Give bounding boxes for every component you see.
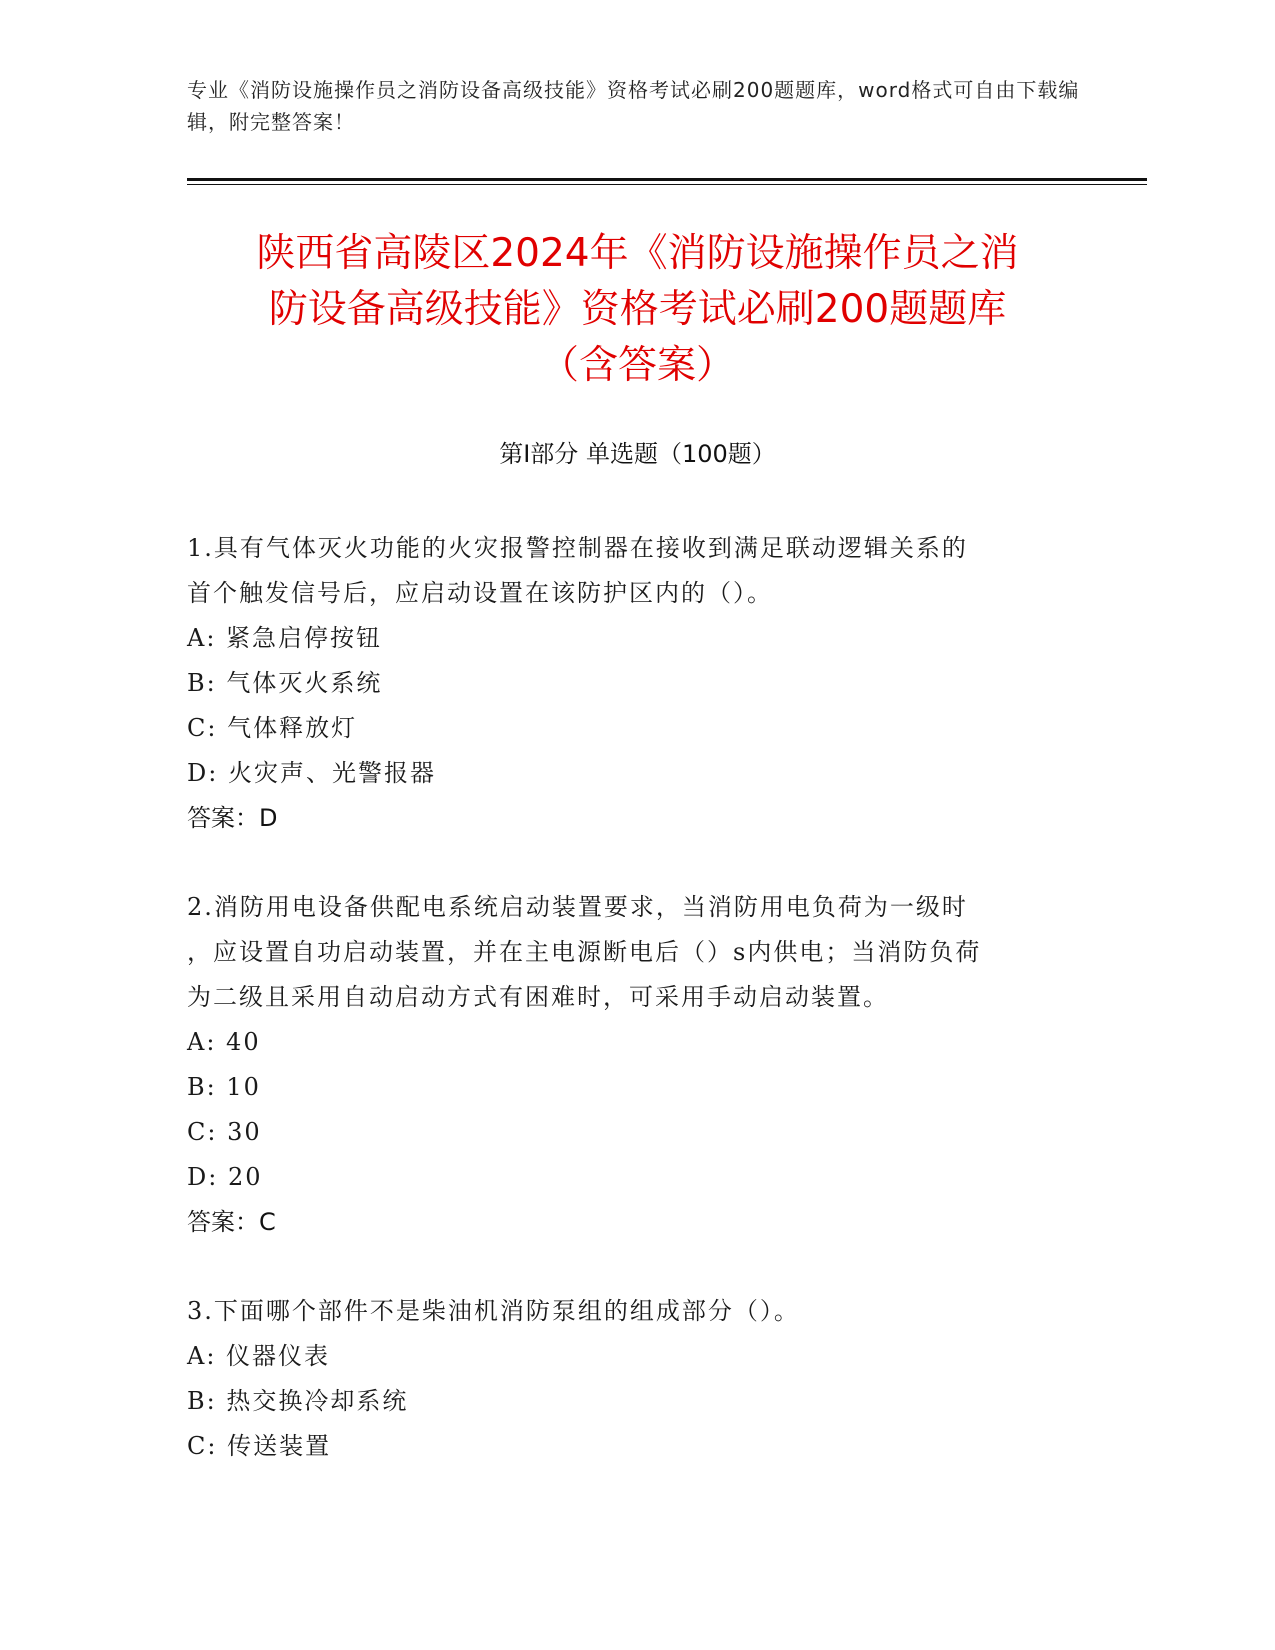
- option-a: A: 40: [187, 1028, 261, 1056]
- question-3: [187, 1289, 1087, 1469]
- question-2: [187, 885, 1087, 1245]
- option-d: D: 火灾声、光警报器: [187, 759, 436, 787]
- question-stem-line: 为二级且采用自动启动方式有困难时，可采用手动启动装置。: [187, 983, 889, 1011]
- option-b: B: 热交换冷却系统: [187, 1387, 409, 1415]
- answer-label: 答案：C: [187, 1208, 276, 1236]
- question-stem-line: ，应设置自功启动装置，并在主电源断电后（）s内供电；当消防负荷: [187, 938, 982, 966]
- header-divider-thin: [187, 184, 1147, 185]
- title-line-3: （含答案）: [539, 343, 735, 388]
- question-list: [187, 526, 1087, 1513]
- answer-label: 答案：D: [187, 804, 278, 832]
- question-stem-line: 2.消防用电设备供配电系统启动装置要求，当消防用电负荷为一级时: [187, 893, 968, 921]
- header-note: 专业《消防设施操作员之消防设备高级技能》资格考试必刷200题题库，word格式可自由下载编辑，附完整答案！: [187, 78, 1080, 134]
- title-line-1: 陕西省高陵区2024年《消防设施操作员之消: [256, 231, 1019, 276]
- option-c: C: 30: [187, 1118, 262, 1146]
- document-title: [150, 226, 1125, 394]
- question-stem-line: 首个触发信号后，应启动设置在该防护区内的（）。: [187, 579, 773, 607]
- title-line-2: 防设备高级技能》资格考试必刷200题题库: [268, 287, 1007, 332]
- option-c: C: 气体释放灯: [187, 714, 358, 742]
- question-stem-line: 1.具有气体灭火功能的火灾报警控制器在接收到满足联动逻辑关系的: [187, 534, 968, 562]
- header-divider-thick: [187, 178, 1147, 181]
- option-a: A: 紧急启停按钮: [187, 624, 383, 652]
- option-c: C: 传送装置: [187, 1432, 332, 1460]
- option-a: A: 仪器仪表: [187, 1342, 331, 1370]
- option-b: B: 气体灭火系统: [187, 669, 383, 697]
- section-title: 第Ⅰ部分 单选题（100题）: [499, 440, 776, 468]
- question-stem-line: 3.下面哪个部件不是柴油机消防泵组的组成部分（）。: [187, 1297, 800, 1325]
- option-b: B: 10: [187, 1073, 261, 1101]
- question-1: [187, 526, 1087, 841]
- option-d: D: 20: [187, 1163, 263, 1191]
